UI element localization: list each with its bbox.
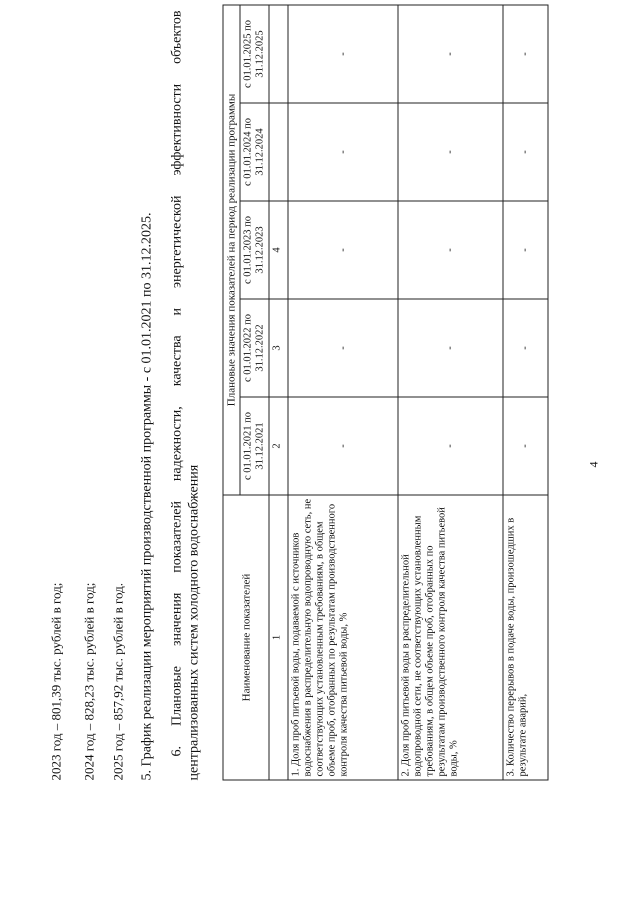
indicators-table <box>222 4 548 780</box>
period-header-2022: с 01.01.2022 по 31.12.2022 <box>240 299 269 397</box>
row-value: - <box>503 201 548 299</box>
section-6-heading <box>168 10 202 780</box>
row-value: - <box>288 201 398 299</box>
column-number-row <box>269 4 288 779</box>
row-value: - <box>398 103 503 201</box>
period-header-2021: с 01.01.2021 по 31.12.2021 <box>240 397 269 495</box>
row-value: - <box>398 397 503 495</box>
column-number-empty <box>269 103 288 201</box>
row-value: - <box>398 299 503 397</box>
page-number: 4 <box>586 461 600 467</box>
planned-values-header: Плановые значения показателей на период реализации программы <box>223 4 240 494</box>
row-value: - <box>503 4 548 102</box>
cost-line-2025: 2025 год – 857,92 тыс. рублей в год. <box>110 582 125 780</box>
row-value: - <box>288 299 398 397</box>
section-6-line-2: централизованных систем холодного водоснабжения <box>186 464 201 780</box>
row-value: - <box>503 299 548 397</box>
row-name: 1. Доля проб питьевой воды, подаваемой с источников водоснабжения в распределительную водопроводную сеть, не соответствующих установленным требованиям, в общем объеме проб, отобранных по результатам производственного контроля качества питьевой воды, % <box>288 495 398 780</box>
section-5-text: 5. График реализации мероприятий производственной программы - с 01.01.2021 по 31.12.2025. <box>139 211 154 780</box>
cost-line-2024: 2024 год – 828,23 тыс. рублей в год; <box>81 582 96 780</box>
column-number: 3 <box>269 299 288 397</box>
row-value: - <box>288 397 398 495</box>
name-column-header: Наименование показателей <box>223 495 269 780</box>
row-name: 3. Количество перерывов в подаче воды, произошедших в результате аварий, <box>503 495 548 780</box>
column-number: 2 <box>269 397 288 495</box>
period-header-2024: с 01.01.2024 по 31.12.2024 <box>240 103 269 201</box>
row-value: - <box>288 103 398 201</box>
column-number: 4 <box>269 201 288 299</box>
period-header-2023: с 01.01.2023 по 31.12.2023 <box>240 201 269 299</box>
column-number: 1 <box>269 495 288 780</box>
table-row <box>503 4 548 779</box>
column-number-empty <box>269 4 288 102</box>
table-row <box>288 4 398 779</box>
row-value: - <box>398 4 503 102</box>
row-value: - <box>503 103 548 201</box>
row-value: - <box>288 4 398 102</box>
row-name: 2. Доля проб питьевой воды в распределительной водопроводной сети, не соответствующих установленным требованиям, в общем объеме проб, отобранных по результатам производственного контроля качества питьевой воды, % <box>398 495 503 780</box>
section-6-line-1: 6. Плановые значения показателей надежности, качества и энергетической эффективности объектов <box>169 10 184 756</box>
period-header-2025: с 01.01.2025 по 31.12.2025 <box>240 4 269 102</box>
cost-line-2023: 2023 год – 801,39 тыс. рублей в год; <box>48 582 63 780</box>
table-header-row-1 <box>223 4 240 779</box>
table-row <box>398 4 503 779</box>
row-value: - <box>398 201 503 299</box>
row-value: - <box>503 397 548 495</box>
